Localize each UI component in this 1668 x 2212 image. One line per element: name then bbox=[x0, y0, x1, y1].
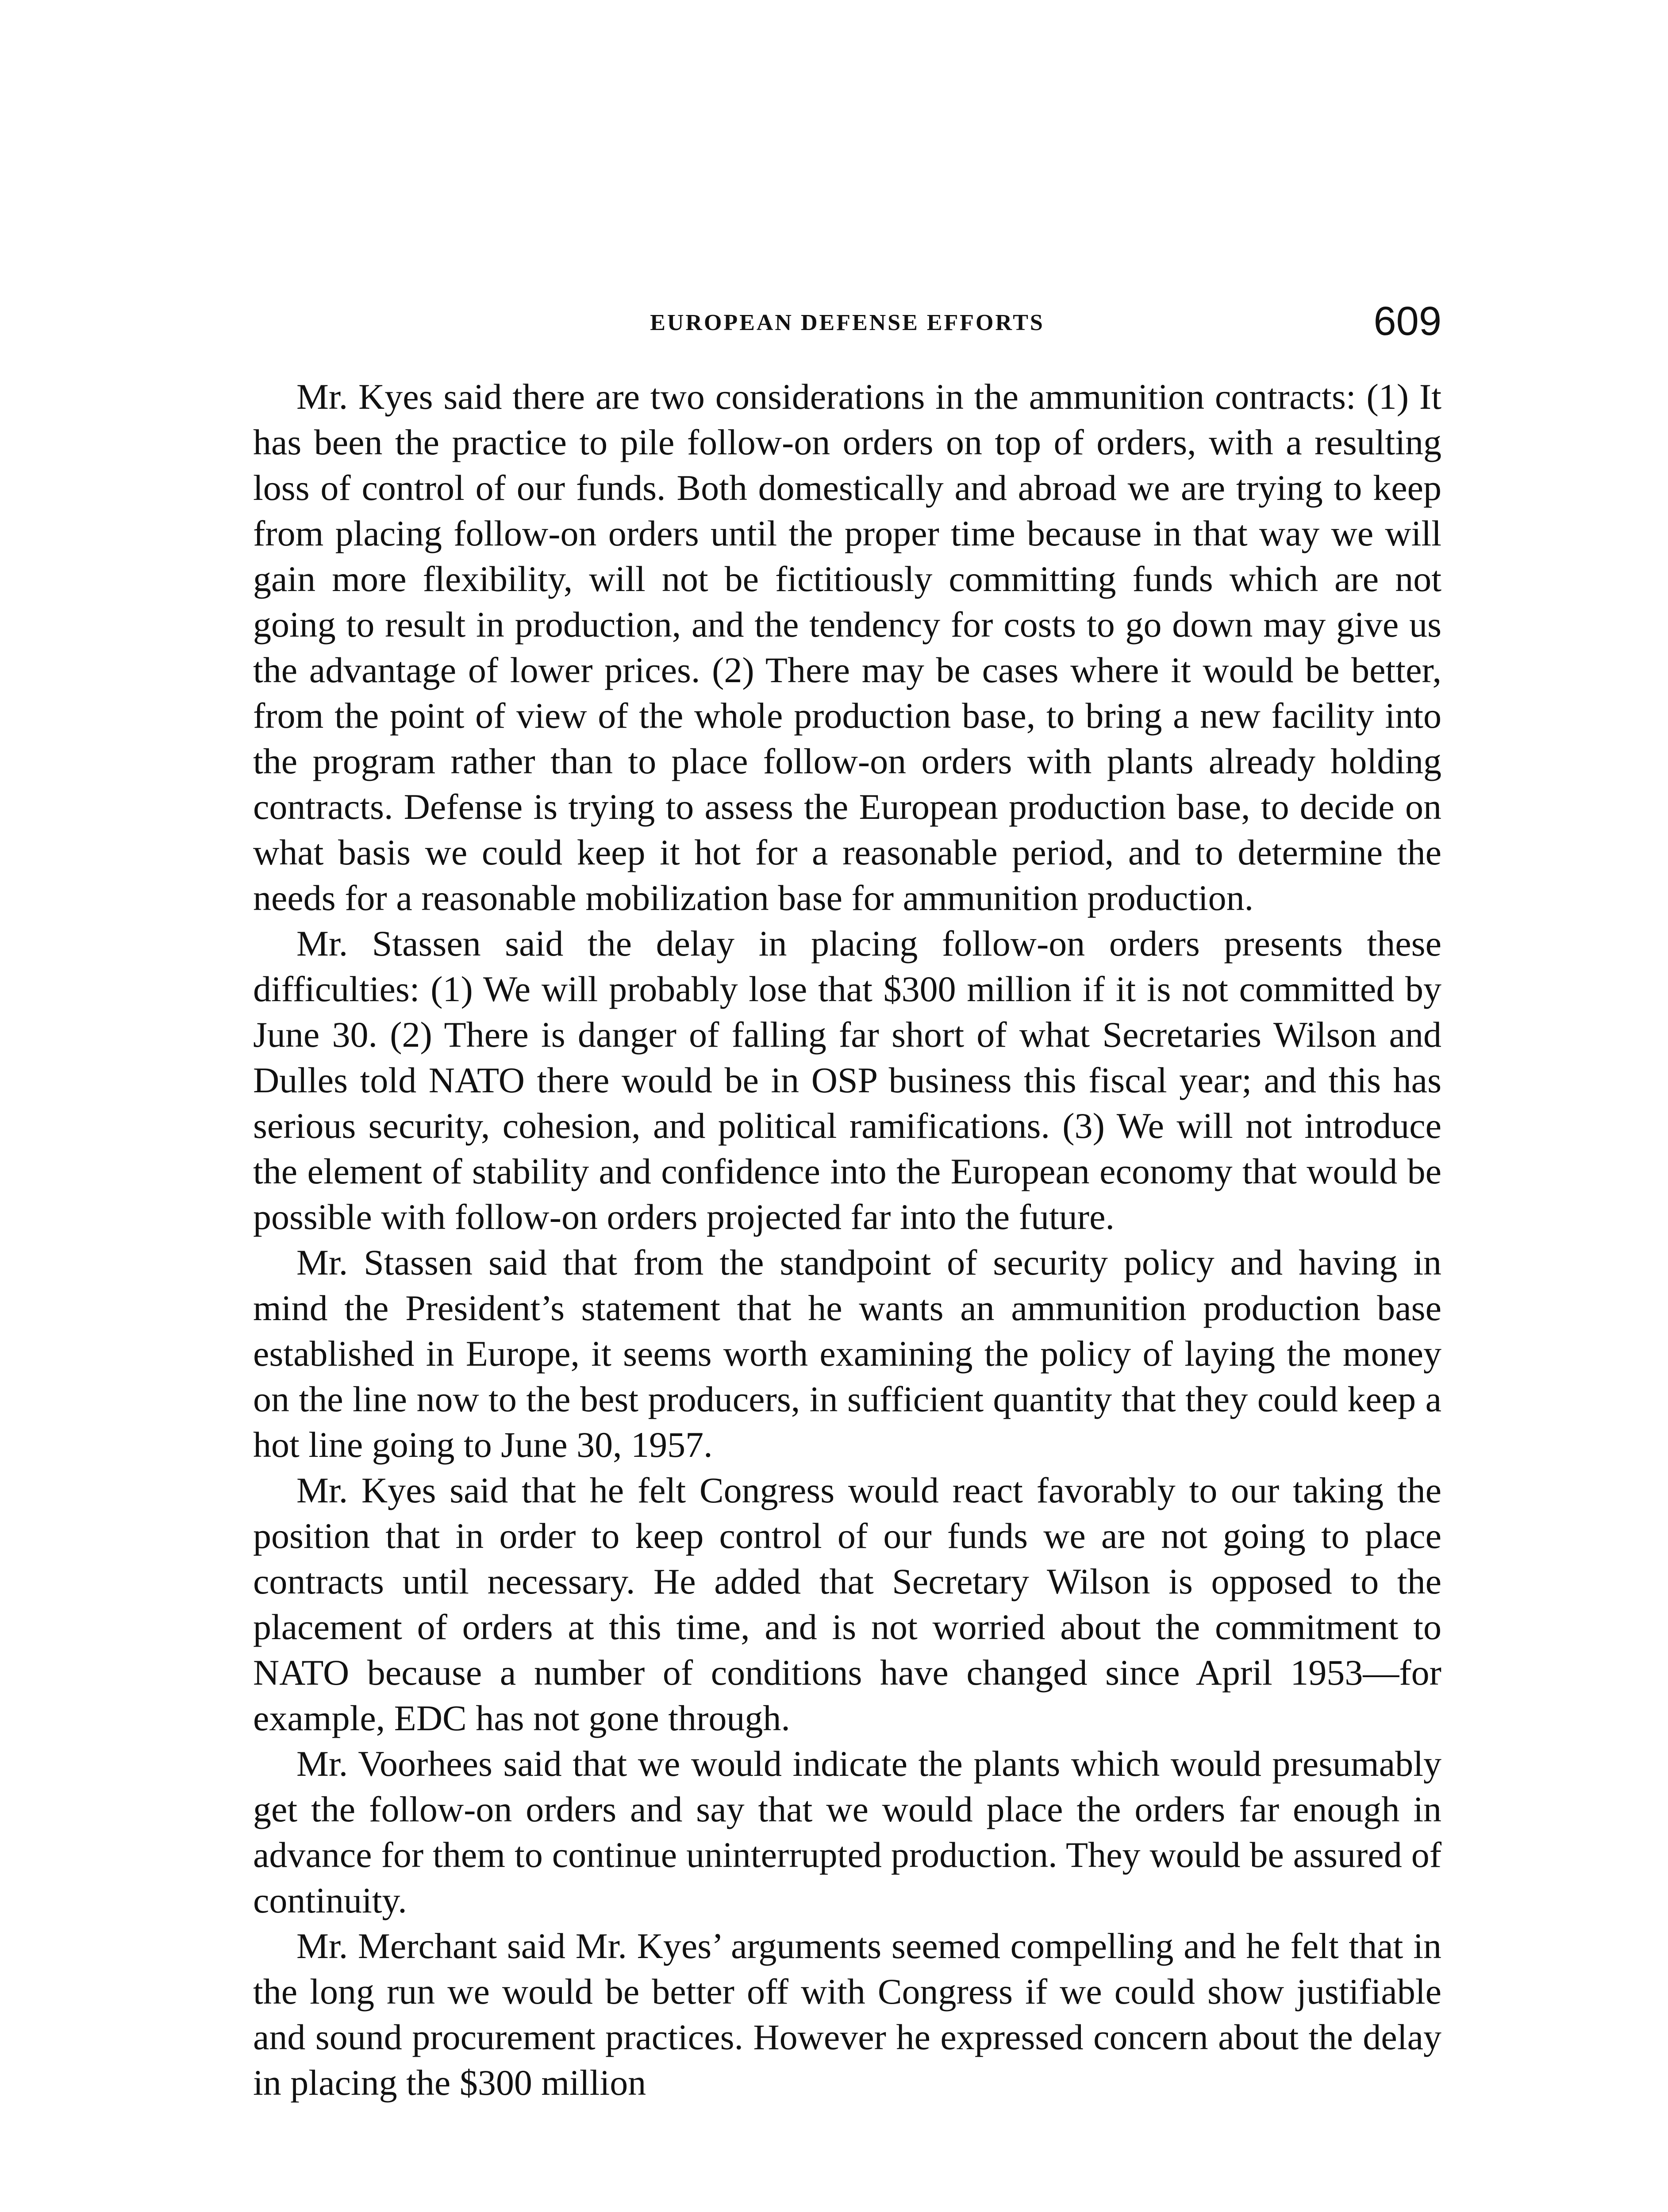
paragraph: Mr. Stassen said that from the standpoint of security policy and having in mind the President’s statement that he wants an ammunition production base established in Europe, it seems worth examining the policy of laying the money on the line now to the best producers, in sufficient quantity that they could keep a hot line going to June 30, 1957. bbox=[253, 1242, 1441, 1465]
page-number: 609 bbox=[1373, 299, 1441, 344]
page-header bbox=[253, 301, 1441, 349]
paragraph: Mr. Merchant said Mr. Kyes’ arguments seemed compelling and he felt that in the long run we would be better off with Congress if we could show justifiable and sound procurement practices. However he expressed concern about the delay in placing the $300 million bbox=[253, 1926, 1441, 2103]
paragraph: Mr. Stassen said the delay in placing follow-on orders presents these difficulties: (1) We will probably lose that $300 million if it is not committed by June 30. (2) There is danger of falling far short of what Secretaries Wilson and Dulles told NATO there would be in OSP business this fiscal year; and this has serious security, cohesion, and political ramifications. (3) We will not introduce the element of stability and confidence into the European economy that would be possible with follow-on orders projected far into the future. bbox=[253, 923, 1441, 1237]
paragraph: Mr. Voorhees said that we would indicate the plants which would presumably get the follow-on orders and say that we would place the orders far enough in advance for them to continue uninterrupted production. They would be assured of continuity. bbox=[253, 1743, 1441, 1920]
paragraph: Mr. Kyes said there are two considerations in the ammunition contracts: (1) It has been the practice to pile follow-on orders on top of orders, with a resulting loss of control of our funds. Both domestically and abroad we are trying to keep from placing follow-on orders until the proper time because in that way we will gain more flexibility, will not be fictitiously committing funds which are not going to result in production, and the tendency for costs to go down may give us the advantage of lower prices. (2) There may be cases where it would be better, from the point of view of the whole production base, to bring a new facility into the program rather than to place follow-on orders with plants already holding contracts. Defense is trying to assess the European production base, to decide on what basis we could keep it hot for a reasonable period, and to determine the needs for a reasonable mobilization base for ammunition production. bbox=[253, 376, 1441, 918]
paragraph: Mr. Kyes said that he felt Congress would react favorably to our taking the position that in order to keep control of our funds we are not going to place contracts until necessary. He added that Secretary Wilson is opposed to the placement of orders at this time, and is not worried about the commitment to NATO because a number of conditions have changed since April 1953—for example, EDC has not gone through. bbox=[253, 1470, 1441, 1738]
running-title: EUROPEAN DEFENSE EFFORTS bbox=[650, 310, 1045, 335]
body-text bbox=[253, 374, 1441, 2105]
